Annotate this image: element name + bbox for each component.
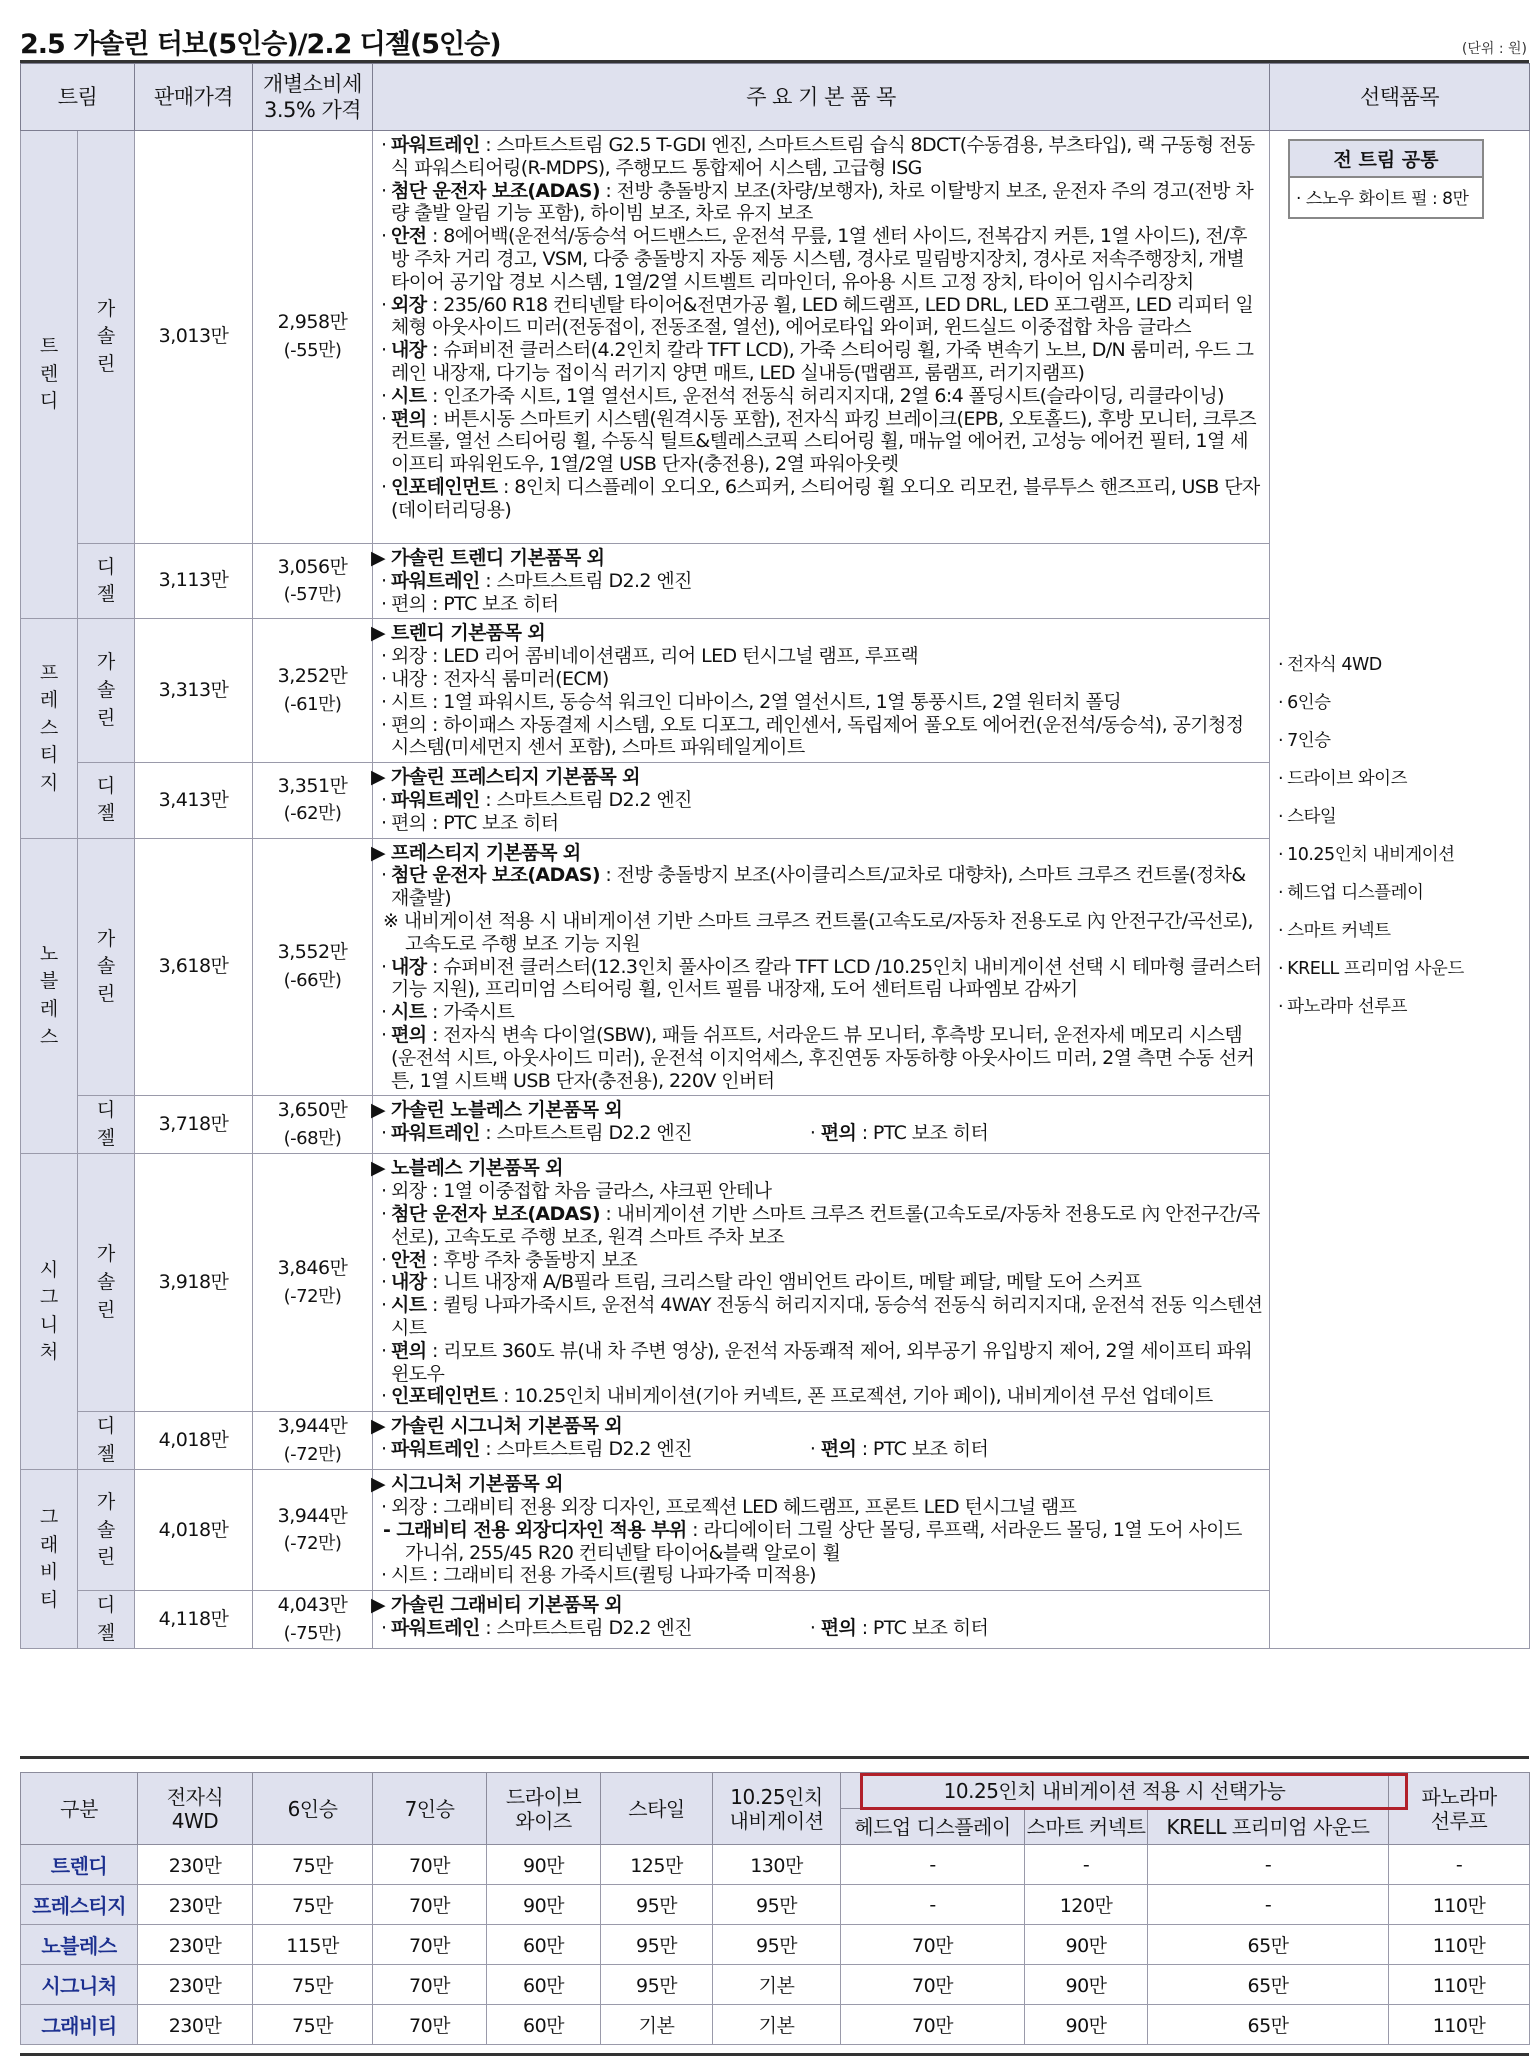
- feature-text: 외장 : 1열 이중접합 차음 글라스, 샤크핀 안테나: [391, 1180, 772, 1203]
- option-price-cell: 230만: [138, 2005, 253, 2045]
- feature-label: 편의: [820, 1437, 857, 1460]
- feature-label: 편의: [820, 1617, 857, 1640]
- option-price-cell: 120만: [1025, 1885, 1148, 1925]
- trim-price-table: [20, 63, 1530, 1649]
- header-trim: 트림: [21, 64, 135, 131]
- feature-label: 편의: [391, 407, 427, 430]
- option-price-cell: 90만: [487, 1885, 601, 1925]
- sale-price: 3,313만: [135, 619, 253, 763]
- tax-price: [253, 838, 373, 1096]
- tax-price-diff: (-72만): [283, 1285, 342, 1307]
- feature-list: [373, 1591, 1270, 1649]
- option-list: [1278, 651, 1464, 1031]
- feature-text: : 10.25인치 내비게이션(기아 커넥트, 폰 프로젝션, 기아 페이), 내비게이션 무선 업데이트: [497, 1385, 1213, 1408]
- option-list-item: · 파노라마 선루프: [1278, 993, 1464, 1031]
- option-price-cell: -: [1389, 1845, 1530, 1885]
- feature-text: : 퀼팅 나파가죽시트, 운전석 4WAY 전동식 허리지지대, 동승석 전동식 허리지지대, 운전석 전동 익스텐션시트: [391, 1294, 1263, 1339]
- tax-price-value: 3,351만: [277, 774, 348, 797]
- tax-price-value: 4,043만: [277, 1594, 348, 1617]
- feature-text: : 니트 내장재 A/B필라 트림, 크리스탈 라인 앰비언트 라이트, 메탈 페달, 메탈 도어 스커프: [426, 1271, 1142, 1294]
- tax-price-diff: (-55만): [283, 340, 342, 361]
- feature-base-note: ▶ 가솔린 프레스티지 기본품목 외: [371, 766, 640, 789]
- feature-label: 편의: [391, 1023, 427, 1046]
- feature-text: : 스마트스트림 D2.2 엔진: [479, 1122, 692, 1145]
- fuel-type: [78, 131, 135, 544]
- option-price-cell: 70만: [841, 1925, 1025, 1965]
- feature-item: [381, 789, 1263, 812]
- feature-item: [381, 1024, 1263, 1092]
- option-price-cell: 70만: [373, 1965, 487, 2005]
- opt-header-style: 스타일: [601, 1773, 713, 1845]
- feature-item: · 파워트레인 : 스마트스트림 D2.2 엔진 · 편의 : PTC 보조 히터: [381, 1438, 1263, 1461]
- feature-base-note: ▶ 시그니처 기본품목 외: [371, 1473, 563, 1496]
- opt-header-drivewise: 드라이브 와이즈: [487, 1773, 601, 1845]
- vertical-label-text: 프레스티지: [39, 661, 59, 794]
- feature-label: 내장: [391, 339, 427, 362]
- option-price-cell: 95만: [713, 1925, 841, 1965]
- vertical-label-text: 가솔린: [96, 651, 116, 729]
- option-list-item: · 드라이브 와이즈: [1278, 765, 1464, 803]
- feature-item: [381, 1496, 1263, 1519]
- feature-text: : 버튼시동 스마트키 시스템(원격시동 포함), 전자식 파킹 브레이크(EPB, 오토홀드), 후방 모니터, 크루즈 컨트롤, 열선 스티어링 휠, 수동식 틸트&텔레스코픽 스티어링 휠, 매뉴얼 에어컨, 고성능 에어컨 필터, 1열 세이프티 파워윈도우, 1열/2열 USB 단자(충전용), 2열 파워아웃렛: [391, 407, 1256, 476]
- trim-name: [21, 1470, 78, 1649]
- feature-item: [381, 668, 1263, 691]
- feature-text: ※ 내비게이션 적용 시 내비게이션 기반 스마트 크루즈 컨트롤(고속도로/자동차 전용도로 內 안전구간/곡선로), 고속도로 주행 보조 기능 지원: [383, 909, 1253, 955]
- option-list-item: · 7인승: [1278, 727, 1464, 765]
- feature-text: 시트 : 1열 파워시트, 동승석 워크인 디바이스, 2열 열선시트, 1열 통풍시트, 2열 원터치 폴딩: [391, 690, 1122, 713]
- feature-text: : 후방 주차 충돌방지 보조: [426, 1248, 638, 1271]
- bottom-rule: [20, 2053, 1529, 2056]
- feature-item: [381, 593, 1263, 616]
- option-price-cell: -: [841, 1845, 1025, 1885]
- feature-text: : 스마트스트림 D2.2 엔진: [479, 788, 692, 811]
- feature-item: [381, 570, 1263, 593]
- common-option-box: [1288, 139, 1484, 219]
- feature-label: 외장: [391, 293, 427, 316]
- feature-label: 편의: [820, 1122, 857, 1145]
- tax-price: [253, 1154, 373, 1412]
- common-option-name: 스노우 화이트 펄: [1305, 189, 1428, 209]
- vertical-label-text: 디젤: [96, 555, 116, 606]
- feature-list: [373, 131, 1270, 544]
- option-price-row: [21, 1845, 1530, 1885]
- option-list-item: · 6인승: [1278, 689, 1464, 727]
- tax-price-diff: (-57만): [283, 584, 342, 606]
- feature-text: : 슈퍼비전 클러스터(12.3인치 풀사이즈 칼라 TFT LCD /10.25인치 내비게이션 선택 시 테마형 클러스터 기능 지원), 프리미엄 스티어링 휠, 인서트 필름 내장재, 도어 센터트림 나파엠보 감싸기: [391, 955, 1262, 1001]
- feature-text: : 내비게이션 기반 스마트 크루즈 컨트롤(고속도로/자동차 전용도로 內 안전구간/곡선로), 고속도로 주행 보조, 원격 스마트 주차 보조: [391, 1203, 1260, 1248]
- tax-price-value: 3,056만: [277, 555, 348, 578]
- feature-base-note: ▶ 트렌디 기본품목 외: [371, 622, 546, 645]
- option-list-item: · 헤드업 디스플레이: [1278, 879, 1464, 917]
- feature-item: [381, 134, 1263, 180]
- fuel-type: [78, 1591, 135, 1649]
- option-list-item: · 10.25인치 내비게이션: [1278, 841, 1464, 879]
- option-price-cell: 90만: [1025, 2005, 1148, 2045]
- sale-price: 3,013만: [135, 131, 253, 544]
- feature-item: · 파워트레인 : 스마트스트림 D2.2 엔진 · 편의 : PTC 보조 히터: [381, 1617, 1263, 1640]
- feature-text: : 전방 충돌방지 보조(사이클리스트/교차로 대향차), 스마트 크루즈 컨트롤(정차&재출발): [391, 864, 1246, 910]
- tax-price-value: 3,944만: [277, 1415, 348, 1438]
- tax-price: [253, 544, 373, 619]
- feature-base-note: ▶ 가솔린 노블레스 기본품목 외: [371, 1099, 623, 1122]
- vertical-label-text: 시그니처: [39, 1258, 59, 1364]
- option-price-cell: 75만: [253, 1965, 373, 2005]
- option-price-row: [21, 1965, 1530, 2005]
- option-row-trim: 프레스티지: [21, 1885, 138, 1925]
- feature-label: 첨단 운전자 보조(ADAS): [391, 864, 600, 887]
- opt-header-6seat: 6인승: [253, 1773, 373, 1845]
- option-price-cell: 230만: [138, 1845, 253, 1885]
- sale-price: 3,618만: [135, 838, 253, 1096]
- feature-item: [381, 1340, 1263, 1386]
- feature-label: 인포테인먼트: [391, 475, 498, 498]
- common-option-item: · 스노우 화이트 펄 : 8만: [1296, 189, 1469, 209]
- option-price-cell: -: [1148, 1845, 1389, 1885]
- option-price-cell: 90만: [487, 1845, 601, 1885]
- opt-header-gubun: 구분: [21, 1773, 138, 1845]
- fuel-type: [78, 838, 135, 1096]
- trim-name: [21, 838, 78, 1154]
- option-price-cell: 125만: [601, 1845, 713, 1885]
- option-price-cell: 65만: [1148, 1965, 1389, 2005]
- option-row-trim: 노블레스: [21, 1925, 138, 1965]
- feature-list: [373, 619, 1270, 763]
- feature-item: [381, 645, 1263, 668]
- feature-text: : 인조가죽 시트, 1열 열선시트, 운전석 전동식 허리지지대, 2열 6:4 폴딩시트(슬라이딩, 리클라이닝): [426, 384, 1224, 407]
- feature-item: [381, 864, 1263, 910]
- feature-label: 첨단 운전자 보조(ADAS): [391, 179, 600, 202]
- feature-base-note: ▶ 가솔린 트렌디 기본품목 외: [371, 547, 605, 569]
- fuel-type: [78, 1470, 135, 1591]
- option-price-row: [21, 1885, 1530, 1925]
- option-price-cell: 230만: [138, 1965, 253, 2005]
- tax-price-diff: (-72만): [283, 1443, 342, 1465]
- feature-item: [381, 180, 1263, 226]
- feature-label: 파워트레인: [391, 1122, 480, 1145]
- unit-note: (단위 : 원): [1461, 41, 1527, 57]
- sale-price: 3,113만: [135, 544, 253, 619]
- feature-text: : 전방 충돌방지 보조(차량/보행자), 차로 이탈방지 보조, 운전자 주의 경고(전방 차량 출발 알림 기능 포함), 하이빔 보조, 차로 유지 보조: [391, 179, 1254, 225]
- tax-price-value: 3,552만: [277, 941, 348, 964]
- feature-item: [381, 910, 1263, 956]
- feature-text: : 가죽시트: [426, 1001, 515, 1024]
- tax-price-diff: (-68만): [283, 1127, 342, 1149]
- sale-price: 3,918만: [135, 1154, 253, 1412]
- option-price-cell: 75만: [253, 2005, 373, 2045]
- feature-item: [381, 294, 1263, 340]
- feature-text: : PTC 보조 히터: [856, 1122, 989, 1145]
- feature-list: [373, 1470, 1270, 1591]
- table-header: [21, 64, 1530, 131]
- option-price-cell: -: [841, 1885, 1025, 1925]
- tax-price: [253, 763, 373, 838]
- option-row-trim: 시그니처: [21, 1965, 138, 2005]
- tax-price-value: 3,944만: [277, 1504, 348, 1527]
- feature-item: [381, 1294, 1263, 1340]
- opt-header-krell: KRELL 프리미엄 사운드: [1148, 1809, 1389, 1845]
- feature-list: [373, 1154, 1270, 1412]
- feature-item: [381, 476, 1263, 522]
- option-price-cell: -: [1148, 1885, 1389, 1925]
- tax-price: [253, 1470, 373, 1591]
- feature-list: [373, 1412, 1270, 1470]
- feature-text: : 리모트 360도 뷰(내 차 주변 영상), 운전석 자동쾌적 제어, 외부공기 유입방지 제어, 2열 세이프티 파워윈도우: [391, 1339, 1253, 1385]
- option-price-cell: 110만: [1389, 2005, 1530, 2045]
- opt-header-hud: 헤드업 디스플레이: [841, 1809, 1025, 1845]
- vertical-label-text: 트렌디: [39, 335, 59, 413]
- option-price-cell: 60만: [487, 1965, 601, 2005]
- sale-price: 4,018만: [135, 1412, 253, 1470]
- feature-item: [381, 1203, 1263, 1249]
- option-price-cell: 75만: [253, 1845, 373, 1885]
- option-price-cell: 110만: [1389, 1885, 1530, 1925]
- option-price-cell: 90만: [1025, 1925, 1148, 1965]
- tax-price-diff: (-66만): [283, 969, 342, 991]
- feature-base-note: ▶ 노블레스 기본품목 외: [371, 1157, 563, 1180]
- option-price-cell: 95만: [601, 1965, 713, 2005]
- option-price-cell: 110만: [1389, 1925, 1530, 1965]
- feature-text: 편의 : 하이패스 자동결제 시스템, 오토 디포그, 레인센서, 독립제어 풀오토 에어컨(운전석/동승석), 공기청정 시스템(미세먼지 센서 포함), 스마트 파워테일게이트: [391, 713, 1244, 759]
- feature-text: : PTC 보조 히터: [856, 1437, 989, 1460]
- header-options: 선택품목: [1270, 64, 1530, 131]
- vertical-label-text: 그래비티: [39, 1506, 59, 1611]
- feature-item: [381, 956, 1263, 1002]
- feature-text: 편의 : PTC 보조 히터: [391, 592, 559, 615]
- section-rule: [20, 1756, 1529, 1759]
- option-list-item: · 스타일: [1278, 803, 1464, 841]
- tax-price: [253, 1412, 373, 1470]
- feature-label: 시트: [391, 1001, 427, 1024]
- feature-label: 시트: [391, 1294, 427, 1317]
- feature-label: - 그래비티 전용 외장디자인 적용 부위: [383, 1518, 687, 1541]
- feature-item: [381, 691, 1263, 714]
- fuel-type: [78, 544, 135, 619]
- vertical-label-text: 노블레스: [39, 942, 59, 1048]
- feature-label: 파워트레인: [391, 569, 480, 592]
- option-price-cell: 기본: [601, 2005, 713, 2045]
- opt-header-4wd: 전자식 4WD: [138, 1773, 253, 1845]
- vertical-label-text: 가솔린: [96, 1490, 116, 1569]
- feature-label: 파워트레인: [391, 134, 480, 156]
- feature-text: : 235/60 R18 컨티넨탈 타이어&전면가공 휠, LED 헤드램프, LED DRL, LED 포그램프, LED 리피터 일체형 아웃사이드 미러(전동접이, 전동조절, 열선), 에어로타입 와이퍼, 윈드실드 이중접합 차음 글라스: [391, 293, 1254, 339]
- feature-text: 내장 : 전자식 룸미러(ECM): [391, 667, 609, 690]
- option-price-cell: 230만: [138, 1885, 253, 1925]
- feature-item: [381, 408, 1263, 476]
- option-price-cell: 110만: [1389, 1965, 1530, 2005]
- page-title: 2.5 가솔린 터보(5인승)/2.2 디젤(5인승): [20, 29, 501, 60]
- opt-header-nav: 10.25인치 내비게이션: [713, 1773, 841, 1845]
- opt-header-nav-group: 10.25인치 내비게이션 적용 시 선택가능: [841, 1773, 1389, 1809]
- option-list-item: · 전자식 4WD: [1278, 651, 1464, 689]
- feature-label: 파워트레인: [391, 1617, 480, 1640]
- feature-text: 편의 : PTC 보조 히터: [391, 811, 559, 834]
- option-price-row: [21, 2005, 1530, 2045]
- vertical-label-text: 가솔린: [96, 297, 116, 375]
- feature-label: 시트: [391, 384, 427, 407]
- vertical-label-text: 디젤: [96, 774, 116, 825]
- tax-price-value: 3,252만: [277, 665, 348, 688]
- feature-list: [373, 763, 1270, 838]
- feature-label: 파워트레인: [391, 788, 480, 811]
- option-price-cell: 95만: [601, 1885, 713, 1925]
- option-price-cell: 기본: [713, 2005, 841, 2045]
- option-price-table: [20, 1772, 1530, 2045]
- feature-item: [381, 339, 1263, 385]
- feature-item: [381, 812, 1263, 835]
- tax-price: [253, 1096, 373, 1154]
- feature-label: 인포테인먼트: [391, 1385, 498, 1408]
- tax-price-value: 3,650만: [277, 1099, 348, 1122]
- tax-price-diff: (-72만): [283, 1533, 342, 1555]
- feature-base-note: ▶ 가솔린 시그니처 기본품목 외: [371, 1415, 623, 1438]
- trim-name: [21, 1154, 78, 1470]
- feature-text: 외장 : 그래비티 전용 외장 디자인, 프로젝션 LED 헤드램프, 프론트 LED 턴시그널 램프: [391, 1496, 1077, 1519]
- feature-text: : 스마트스트림 D2.2 엔진: [479, 569, 692, 592]
- option-list-item: · KRELL 프리미엄 사운드: [1278, 955, 1464, 993]
- option-price-cell: 70만: [841, 1965, 1025, 2005]
- option-price-cell: 60만: [487, 1925, 601, 1965]
- tax-price: [253, 131, 373, 544]
- vertical-label-text: 디젤: [96, 1415, 116, 1465]
- feature-list: [373, 838, 1270, 1096]
- option-price-cell: 75만: [253, 1885, 373, 1925]
- feature-label: 파워트레인: [391, 1437, 480, 1460]
- fuel-type: [78, 1412, 135, 1470]
- feature-text: : 라디에이터 그릴 상단 몰딩, 루프랙, 서라운드 몰딩, 1열 도어 사이드 가니쉬, 255/45 R20 컨티넨탈 타이어&블랙 알로이 휠: [405, 1518, 1242, 1564]
- sale-price: 4,118만: [135, 1591, 253, 1649]
- feature-text: 시트 : 그래비티 전용 가죽시트(퀼팅 나파가죽 미적용): [391, 1564, 816, 1587]
- fuel-type: [78, 763, 135, 838]
- feature-item: [381, 1271, 1263, 1294]
- tax-price: [253, 1591, 373, 1649]
- feature-list: [373, 1096, 1270, 1154]
- feature-item: [381, 1180, 1263, 1203]
- feature-base-note: ▶ 가솔린 그래비티 기본품목 외: [371, 1594, 623, 1617]
- feature-text: : 스마트스트림 D2.2 엔진: [479, 1617, 692, 1640]
- sale-price: 4,018만: [135, 1470, 253, 1591]
- vertical-label-text: 디젤: [96, 1099, 116, 1149]
- tax-price-diff: (-61만): [283, 693, 342, 715]
- sale-price: 3,413만: [135, 763, 253, 838]
- opt-header-panorama: 파노라마 선루프: [1389, 1773, 1530, 1845]
- option-price-cell: 70만: [373, 1885, 487, 1925]
- option-price-cell: 65만: [1148, 1925, 1389, 1965]
- option-price-cell: 95만: [601, 1925, 713, 1965]
- option-price-cell: 기본: [713, 1965, 841, 2005]
- common-option-title: 전 트림 공통: [1290, 141, 1482, 178]
- tax-price-value: 2,958만: [277, 311, 348, 334]
- feature-item: [381, 1249, 1263, 1272]
- tax-price: [253, 619, 373, 763]
- vertical-label-text: 디젤: [96, 1594, 116, 1644]
- option-list-item: · 스마트 커넥트: [1278, 917, 1464, 955]
- feature-base-note: ▶ 프레스티지 기본품목 외: [371, 841, 581, 864]
- feature-text: : 슈퍼비전 클러스터(4.2인치 칼라 TFT LCD), 가죽 스티어링 휠, 가죽 변속기 노브, D/N 룸미러, 우드 그레인 내장재, 다기능 접이식 러기지 양면 매트, LED 실내등(맵램프, 룸램프, 러기지램프): [391, 339, 1254, 384]
- option-price-cell: 65만: [1148, 2005, 1389, 2045]
- tax-price-diff: (-75만): [283, 1622, 342, 1644]
- feature-text: : 전자식 변속 다이얼(SBW), 패들 쉬프트, 서라운드 뷰 모니터, 후측방 모니터, 운전자세 메모리 시스템(운전석 시트, 아웃사이드 미러), 운전석 이지억세스, 후진연동 자동하향 아웃사이드 미러, 2열 측면 수동 선커튼, 1열 시트백 USB 단자(충전용), 220V 인버터: [391, 1023, 1255, 1092]
- feature-label: 내장: [391, 1271, 427, 1294]
- opt-header-connect: 스마트 커넥트: [1025, 1809, 1148, 1845]
- feature-label: 첨단 운전자 보조(ADAS): [391, 1203, 600, 1226]
- option-price-cell: 70만: [373, 1845, 487, 1885]
- option-price-cell: 230만: [138, 1925, 253, 1965]
- option-row-trim: 트렌디: [21, 1845, 138, 1885]
- feature-label: 안전: [391, 225, 427, 248]
- option-price-cell: 70만: [841, 2005, 1025, 2045]
- feature-list: [373, 544, 1270, 619]
- option-price-cell: -: [1025, 1845, 1148, 1885]
- common-option-price: : 8만: [1427, 189, 1469, 209]
- tax-price-value: 3,846만: [277, 1257, 348, 1280]
- trim-name: [21, 619, 78, 838]
- trim-row: [21, 131, 1530, 544]
- feature-text: : PTC 보조 히터: [856, 1617, 989, 1640]
- options-panel: [1270, 131, 1530, 1649]
- sale-price: 3,718만: [135, 1096, 253, 1154]
- option-price-cell: 60만: [487, 2005, 601, 2045]
- vertical-label-text: 가솔린: [96, 927, 116, 1005]
- tax-price-diff: (-62만): [283, 803, 342, 825]
- header-price: 판매가격: [135, 64, 253, 131]
- option-price-cell: 90만: [1025, 1965, 1148, 2005]
- feature-item: [381, 714, 1263, 760]
- feature-item: [381, 385, 1263, 408]
- opt-header-7seat: 7인승: [373, 1773, 487, 1845]
- header-features: 주 요 기 본 품 목: [373, 64, 1270, 131]
- feature-text: : 8에어백(운전석/동승석 어드밴스드, 운전석 무릎, 1열 센터 사이드, 전복감지 커튼, 1열 사이드), 전/후방 주차 거리 경고, VSM, 다중 충돌방지 자동 제동 시스템, 경사로 밀림방지장치, 경사로 저속주행장치, 개별 타이어 공기압 경보 시스템, 1열/2열 시트벨트 리마인더, 유아용 시트 고정 장치, 타이어 임시수리장치: [391, 225, 1247, 293]
- fuel-type: [78, 1154, 135, 1412]
- option-price-cell: 130만: [713, 1845, 841, 1885]
- option-price-row: [21, 1925, 1530, 1965]
- feature-label: 내장: [391, 955, 427, 978]
- feature-label: 편의: [391, 1339, 427, 1362]
- feature-text: : 8인치 디스플레이 오디오, 6스피커, 스티어링 휠 오디오 리모컨, 블루투스 핸즈프리, USB 단자(데이터리딩용): [391, 475, 1260, 521]
- feature-item: [381, 225, 1263, 293]
- option-price-cell: 70만: [373, 1925, 487, 1965]
- header-tax-price: 개별소비세 3.5% 가격: [253, 64, 373, 131]
- feature-item: · 파워트레인 : 스마트스트림 D2.2 엔진 · 편의 : PTC 보조 히터: [381, 1122, 1263, 1145]
- option-price-cell: 115만: [253, 1925, 373, 1965]
- feature-text: 외장 : LED 리어 콤비네이션램프, 리어 LED 턴시그널 램프, 루프랙: [391, 645, 919, 668]
- feature-text: : 스마트스트림 D2.2 엔진: [479, 1437, 692, 1460]
- option-row-trim: 그래비티: [21, 2005, 138, 2045]
- feature-label: 안전: [391, 1248, 427, 1271]
- feature-item: [381, 1001, 1263, 1024]
- feature-item: [381, 1564, 1263, 1587]
- option-price-cell: 95만: [713, 1885, 841, 1925]
- trim-name: [21, 131, 78, 619]
- fuel-type: [78, 619, 135, 763]
- option-price-cell: 70만: [373, 2005, 487, 2045]
- vertical-label-text: 가솔린: [96, 1243, 116, 1321]
- feature-item: [381, 1519, 1263, 1565]
- fuel-type: [78, 1096, 135, 1154]
- feature-item: [381, 1385, 1263, 1408]
- feature-text: : 스마트스트림 G2.5 T-GDI 엔진, 스마트스트림 습식 8DCT(수동겸용, 부츠타입), 랙 구동형 전동식 파워스티어링(R-MDPS), 주행모드 통합제어 시스템, 고급형 ISG: [391, 134, 1255, 179]
